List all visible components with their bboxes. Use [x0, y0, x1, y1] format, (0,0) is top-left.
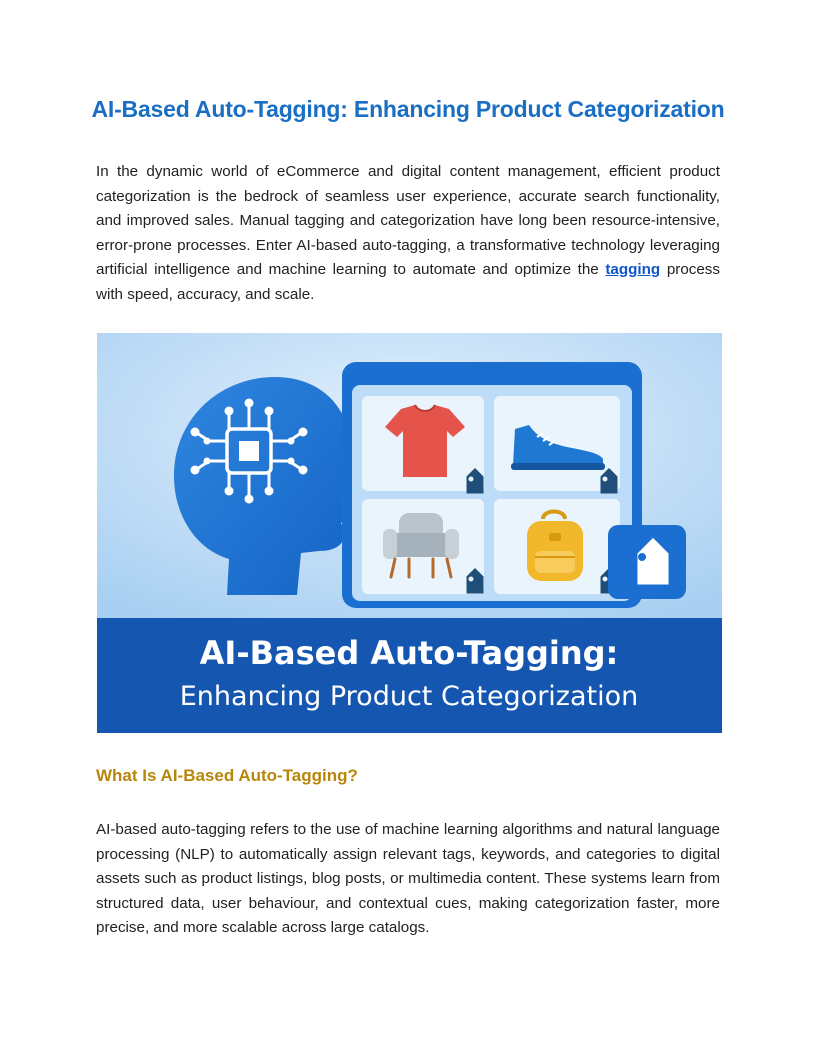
tagging-link[interactable]: tagging [605, 261, 661, 279]
definition-paragraph: AI-based auto-tagging refers to the use of machine learning algorithms and natural language processing (NLP) to automatically assign relevant tags, keywords, and categories to digital assets such as product listings, blog posts, or multimedia content. These systems learn from structured data, user behaviour, and contextual cues, making categorization faster, more precise, and more scalable across large catalogs. [96, 821, 720, 937]
hero-image [97, 333, 722, 733]
banner-subtitle: Enhancing Product Categorization [179, 681, 639, 712]
intro-text-end: process with speed, accuracy, and scale. [96, 261, 720, 303]
intro-text-start: In the dynamic world of eCommerce and digital content management, efficient product categorization is the bedrock of seamless user experience, accurate search functionality, and improved sales. Manual tagging and categorization have long been resource-intensive, error-prone processes. Enter AI-based auto-tagging, a transformative technology leveraging artificial intelligence and machine learning to automate and optimize the [96, 163, 720, 279]
banner-title: AI-Based Auto-Tagging: [199, 634, 619, 672]
page-title: AI-Based Auto-Tagging: Enhancing Product Categorization [91, 96, 725, 122]
intro-paragraph [96, 160, 720, 308]
tag-badge-icon [608, 525, 686, 600]
product-grid-panel [342, 362, 642, 608]
section-heading: What Is AI-Based Auto-Tagging? [96, 766, 358, 785]
